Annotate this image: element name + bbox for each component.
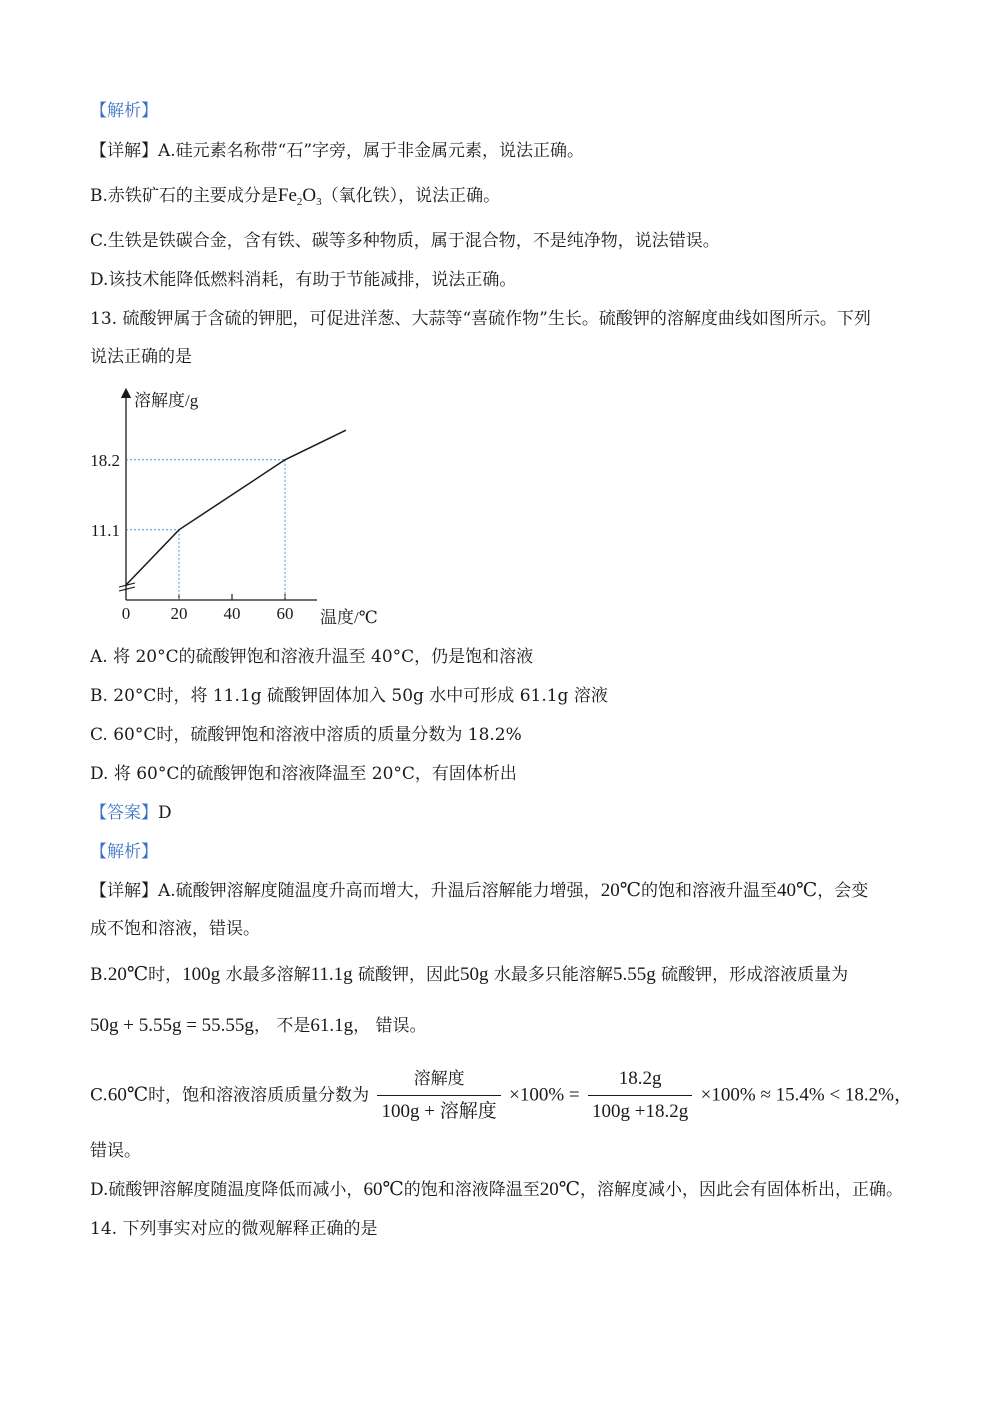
exp-c-temp: 60℃ [107,1084,149,1106]
exp-b-mass4: 5.55g [612,964,656,985]
q13-option-b: B. 20°C时，将 11.1g 硫酸钾固体加入 50g 水中可形成 61.1g 溶液 [90,686,608,706]
x-tick-label: 0 [121,604,131,623]
exp-b-e: 水最多只能溶解 [488,965,613,985]
exp-c-line1 [90,1066,913,1125]
exp-a-mid: 的饱和溶液升温至 [640,881,777,901]
exp-b-d: 硫酸钾，因此 [352,965,461,985]
exp-b-line1 [90,964,848,986]
q13-stem-line2: 说法正确的是 [90,347,192,367]
detail-tag: 【详解】 [90,881,158,901]
answer-tag: 【答案】 [90,803,158,823]
answer-value: D [158,803,172,823]
exp-b-mass1: 100g [182,964,221,985]
exp-d-temp2: 20℃ [539,1179,580,1200]
exp-d-c: ，溶解度减小，因此会有固体析出，正确。 [579,1180,903,1200]
exp-d-b: 的饱和溶液降温至 [403,1180,540,1200]
answer-line [90,802,172,824]
formula-sub-2: 2 [296,196,303,208]
x-tick-label: 40 [223,604,241,623]
detail-tag: 【详解】 [90,141,158,161]
prev-explanation-d: D.该技术能降低燃料消耗，有助于节能减排，说法正确。 [90,270,517,290]
exp-b-a: B. [90,965,108,985]
analysis-heading: 【解析】 [90,101,158,121]
exp-a-end: ，会变 [817,881,869,901]
exp-b-c: 水最多溶解 [220,965,311,985]
exp-b-f: 硫酸钾，形成溶液质量为 [655,965,849,985]
q13-stem-line1: 13. 硫酸钾属于含硫的钾肥，可促进洋葱、大蒜等“喜硫作物”生长。硫酸钾的溶解度曲线如图所示。下列 [90,309,871,329]
prev-explanation-a [90,140,584,162]
fraction2-denominator: 100g +18.2g [592,1101,689,1122]
prev-explanation-b [90,185,500,207]
prev-b-post: （氧化铁），说法正确。 [321,186,501,206]
prev-explanation-c: C.生铁是铁碳合金，含有铁、碳等多种物质，属于混合物，不是纯净物，说法错误。 [90,231,720,251]
y-tick-label: 18.2 [90,450,120,470]
q13-option-c: C. 60°C时，硫酸钾饱和溶液中溶质的质量分数为 18.2% [90,725,522,745]
exp-c-result: ×100% ≈ 15.4% < 18.2%， [700,1084,913,1106]
q14-stem: 14. 下列事实对应的微观解释正确的是 [90,1219,378,1239]
exp-b-line2 [90,1015,427,1037]
q13-analysis-heading: 【解析】 [90,842,158,862]
exp-d-a: D.硫酸钾溶解度随温度降低而减小， [90,1180,364,1200]
fraction1-numerator: 溶解度 [377,1066,500,1096]
formula-fe: Fe [277,185,297,206]
exp-b-b: 时， [148,965,183,985]
formula-fe2o3 [278,185,322,206]
exp-a-line1 [90,880,868,902]
solubility-chart [80,385,400,630]
solubility-curve [126,430,346,585]
exp-c-line2: 错误。 [90,1141,141,1161]
q13-option-d: D. 将 60°C的硫酸钾饱和溶液降温至 20°C，有固体析出 [90,764,517,784]
exp-c-a: C. [90,1085,108,1106]
q13-option-a: A. 将 20°C的硫酸钾饱和溶液升温至 40°C，仍是饱和溶液 [90,647,534,667]
prev-b-pre: B.赤铁矿石的主要成分是 [90,186,278,206]
formula-sub-3: 3 [316,196,322,208]
fraction-values [588,1066,692,1125]
exp-c-b: 时，饱和溶液溶质质量分数为 [148,1085,370,1106]
exp-a-temp1: 20℃ [600,880,641,901]
fraction1-denominator: 100g + 溶解度 [381,1101,497,1122]
exp-b-mass2: 11.1g [310,964,353,985]
exp-d-temp1: 60℃ [363,1179,404,1200]
exp-b-equation: 50g + 5.55g = 55.55g [90,1015,254,1036]
exp-c-times1: ×100% = [509,1084,580,1106]
x-tick-label: 20 [170,604,188,623]
exp-b-wrong: ， 错误。 [353,1016,427,1036]
prev-explanation-a-text: A.硅元素名称带“石”字旁，属于非金属元素，说法正确。 [158,141,585,161]
x-axis-label: 温度/℃ [320,608,378,627]
fraction2-numerator: 18.2g [588,1066,692,1096]
exp-b-temp: 20℃ [107,964,149,985]
exp-a-temp2: 40℃ [776,880,818,901]
exp-a-line2: 成不饱和溶液，错误。 [90,919,260,939]
exp-a-text: A.硫酸钾溶解度随温度升高而增大，升温后溶解能力增强， [158,881,601,901]
y-tick-label: 11.1 [90,520,120,540]
exp-d-line [90,1179,903,1201]
exp-b-mass3: 50g [460,964,489,985]
x-tick-label: 60 [276,604,294,623]
formula-o: O [302,185,317,206]
y-axis-label: 溶解度/g [134,391,199,410]
fraction-solubility [377,1066,500,1125]
exp-b-not: ， 不是 [253,1016,311,1036]
exp-b-mass5: 61.1g [310,1015,354,1036]
